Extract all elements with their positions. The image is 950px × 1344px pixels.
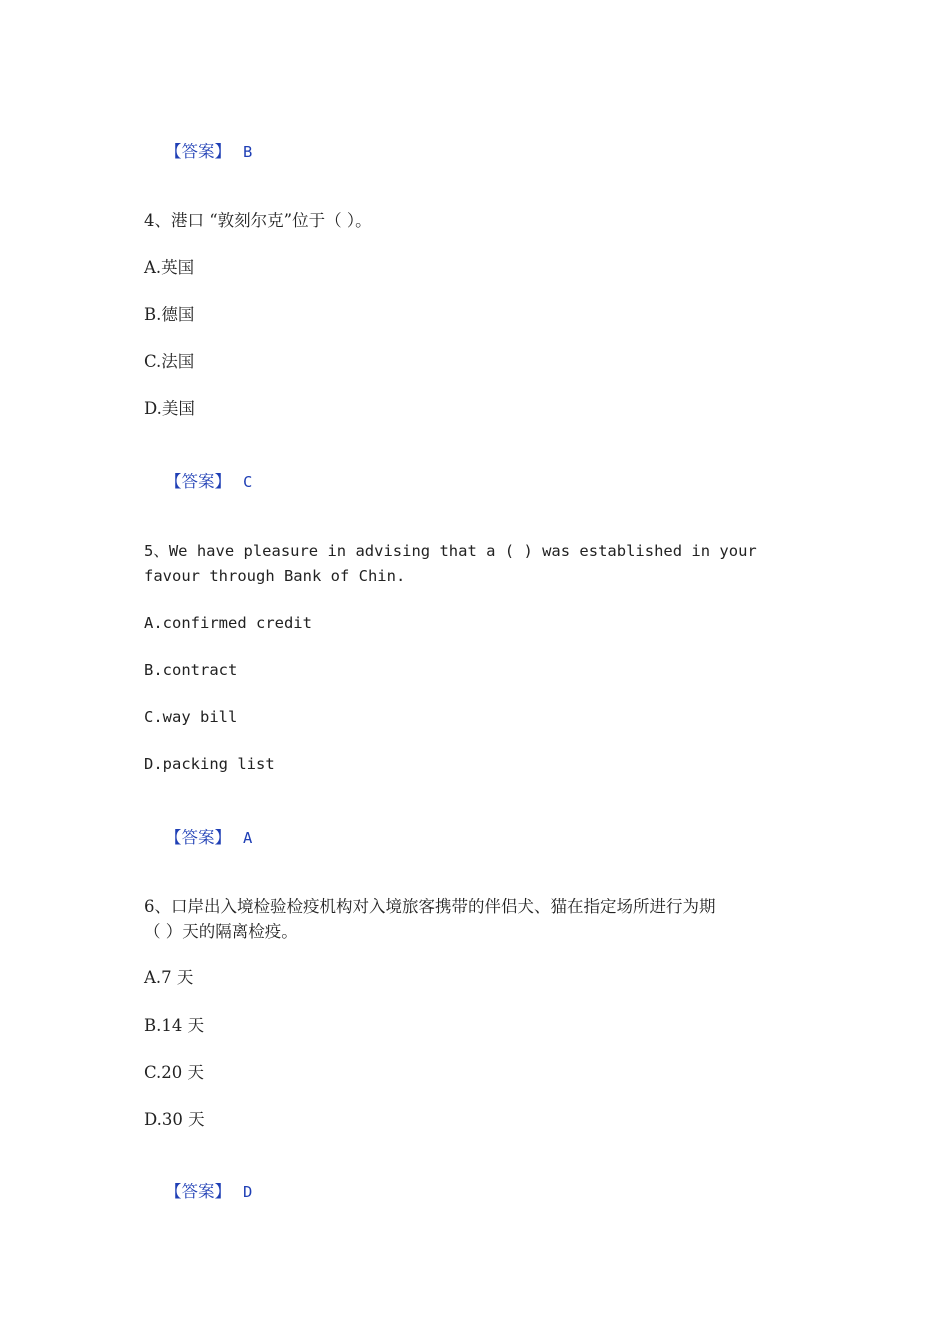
- answer-q3: [144, 114, 252, 190]
- answer-label: 【答案】: [164, 1182, 231, 1201]
- question-5-stem-line-1: 5、We have pleasure in advising that a ( ) was established in your: [144, 542, 757, 560]
- answer-q4: [144, 444, 252, 520]
- answer-value: A: [242, 829, 253, 847]
- answer-value: C: [242, 473, 253, 491]
- question-6-option-a: A.7 天: [144, 968, 194, 987]
- question-5-option-c: C.way bill: [144, 708, 238, 726]
- answer-q6: [144, 1154, 252, 1230]
- question-6-option-c: C.20 天: [144, 1063, 205, 1082]
- question-6-stem-line-2: （ ）天的隔离检疫。: [144, 922, 298, 941]
- question-5-option-d: D.packing list: [144, 755, 275, 773]
- answer-label: 【答案】: [164, 472, 231, 491]
- question-6-option-b: B.14 天: [144, 1016, 205, 1035]
- answer-label: 【答案】: [164, 828, 231, 847]
- answer-value: D: [242, 1183, 253, 1201]
- question-4-option-c: C.法国: [144, 352, 195, 371]
- question-5-option-a: A.confirmed credit: [144, 614, 312, 632]
- question-5-stem-line-2: favour through Bank of Chin.: [144, 567, 406, 585]
- answer-q5: [144, 800, 252, 876]
- question-4-stem: 4、港口 “敦刻尔克”位于（ ）。: [144, 211, 372, 230]
- question-4-option-a: A.英国: [144, 258, 195, 277]
- question-6-stem-line-1: 6、口岸出入境检验检疫机构对入境旅客携带的伴侣犬、猫在指定场所进行为期: [144, 897, 716, 916]
- answer-label: 【答案】: [164, 142, 231, 161]
- question-5-option-b: B.contract: [144, 661, 238, 679]
- question-4-option-b: B.德国: [144, 305, 195, 324]
- question-4-option-d: D.美国: [144, 399, 195, 418]
- answer-value: B: [242, 143, 253, 161]
- question-6-option-d: D.30 天: [144, 1110, 205, 1129]
